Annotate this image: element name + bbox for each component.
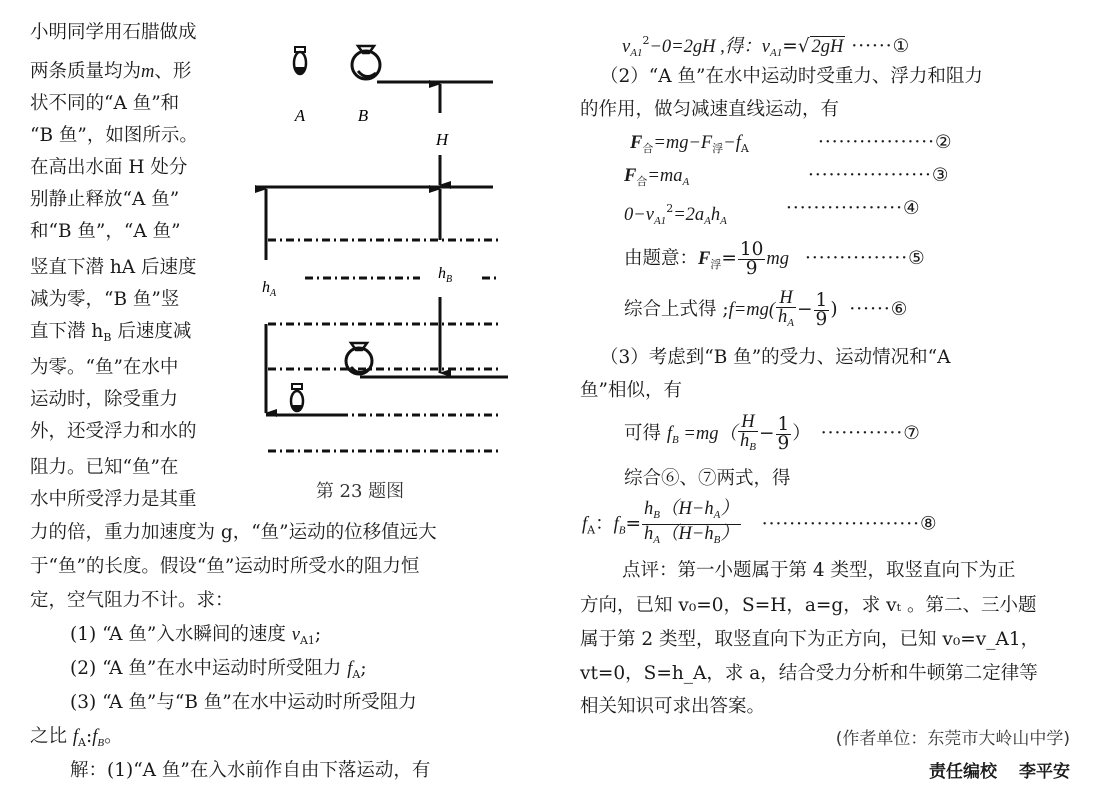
ratio-tail: 。 xyxy=(104,726,123,747)
eq-var: v xyxy=(761,37,770,57)
fish-b-icon xyxy=(352,46,380,79)
label-hb: $h_B$ xyxy=(438,265,453,285)
fraction xyxy=(776,289,796,332)
fraction-numerator: H xyxy=(738,413,758,432)
question-sub: A xyxy=(352,668,361,681)
intro-text: 后速度减 xyxy=(117,321,192,342)
editor-label: 责任编校 xyxy=(929,762,997,782)
ratio-line xyxy=(30,722,123,752)
equation-number: ① xyxy=(892,36,910,57)
eq-var: h xyxy=(710,205,721,225)
editor-credit xyxy=(700,757,1070,787)
fraction xyxy=(814,289,830,330)
equation-8 xyxy=(582,500,937,544)
fraction xyxy=(776,413,792,454)
fish-a-submerged-icon xyxy=(291,384,303,411)
mass-var: m xyxy=(141,62,155,82)
sqrt-icon: √ xyxy=(797,36,810,57)
eq-text: 由题意： xyxy=(624,248,699,269)
fraction xyxy=(642,500,741,549)
equation-4-tag xyxy=(786,194,920,224)
equation-number: ③ xyxy=(931,165,949,186)
eq-text: − xyxy=(797,299,813,320)
equation-2-tag xyxy=(818,128,952,158)
combine-line: 综合⑥、⑦两式，得 xyxy=(624,468,791,489)
eq-var: f xyxy=(728,300,734,320)
fa-sub: A xyxy=(78,736,86,749)
eq-sub: A xyxy=(682,176,690,188)
solution-start: 解：(1)“A 鱼”在入水前作自由下落运动，有 xyxy=(70,760,431,781)
intro-line: 为零。“鱼”在水中 xyxy=(30,357,179,378)
question-var: f xyxy=(347,659,353,679)
eq-text: =mg( xyxy=(733,300,776,320)
intro-line: 和“B 鱼”，“A 鱼” xyxy=(30,221,181,242)
question-text: (1) “A 鱼”入水瞬间的速度 xyxy=(70,624,292,645)
fraction-denominator xyxy=(642,525,741,549)
eq-var: v xyxy=(622,37,631,57)
fraction-numerator: 10 xyxy=(739,238,764,260)
leader-dots: ······ xyxy=(851,36,893,57)
equation-number: ⑤ xyxy=(908,248,925,269)
intro-line: 在高出水面 H 处分 xyxy=(30,157,188,178)
fraction-sub: B xyxy=(749,440,756,453)
eq-text: = xyxy=(782,36,798,57)
review-line: 属于第 2 类型，取竖直向下为正方向，已知 v₀=v_A1， xyxy=(580,629,1040,650)
fraction-numerator: 1 xyxy=(815,289,828,311)
fraction-var: h xyxy=(740,430,750,451)
eq-text: =mg（ xyxy=(678,424,737,444)
eq-sub: 浮 xyxy=(712,142,724,155)
leader-dots: ··············· xyxy=(804,248,909,269)
fraction-denominator xyxy=(738,432,758,456)
fraction-sub: B xyxy=(713,534,721,546)
question-3: (3) “A 鱼”与“B 鱼”在水中运动时所受阻力 xyxy=(70,692,417,713)
fraction-numerator: H xyxy=(776,289,796,308)
fish-diagram xyxy=(250,35,540,505)
body-line: 于“鱼”的长度。假设“鱼”运动时所受水的阻力恒 xyxy=(30,556,420,577)
intro-line xyxy=(30,317,191,347)
fraction-text: ） xyxy=(720,524,739,544)
intro-line: 小明同学用石腊做成 xyxy=(30,22,197,43)
fraction-sub: A xyxy=(713,509,721,521)
eq-var: F xyxy=(630,133,643,153)
eq-sub: 浮 xyxy=(710,258,722,271)
intro-line: 状不同的“A 鱼”和 xyxy=(30,93,180,114)
part3-line: （3）考虑到“B 鱼”的受力、运动情况和“A xyxy=(600,347,951,368)
author-unit: (作者单位：东莞市大岭山中学) xyxy=(835,729,1070,749)
part2-line: （2）“A 鱼”在水中运动时受重力、浮力和阻力 xyxy=(600,66,983,87)
equation-4 xyxy=(624,194,727,227)
eq-var: f xyxy=(613,514,619,535)
eq-text: ： xyxy=(595,513,614,535)
equation-number: ④ xyxy=(902,198,920,219)
equation-number: ② xyxy=(934,132,952,153)
fraction-text: （H−h xyxy=(659,499,714,519)
question-tail: ; xyxy=(360,658,367,679)
fraction-var: h xyxy=(644,499,654,519)
review-line: 点评：第一小题属于第 4 类型，取竖直向下为正 xyxy=(622,560,1016,581)
intro-line: 阻力。已知“鱼”在 xyxy=(30,457,179,478)
eq-text: ) xyxy=(830,299,838,320)
eq-sub: A xyxy=(587,523,596,537)
intro-line: 减为零，“B 鱼”竖 xyxy=(30,289,180,310)
fraction xyxy=(738,413,758,456)
fb-var: f xyxy=(92,727,98,747)
intro-line xyxy=(30,57,191,87)
equation-number: ⑥ xyxy=(890,299,908,320)
eq-text: = xyxy=(625,513,641,535)
eq-sub: A1 xyxy=(653,215,667,227)
fraction-denominator xyxy=(776,308,796,332)
fraction xyxy=(738,238,766,279)
eq-text: =mg−F xyxy=(653,133,713,153)
question-text: (2) “A 鱼”在水中运动时所受阻力 xyxy=(70,658,348,679)
eq-text: 0−v xyxy=(624,205,654,225)
editor-name: 李平安 xyxy=(1019,762,1070,782)
fraction-var: h xyxy=(778,306,788,327)
eq-text: 可得 xyxy=(624,423,667,444)
leader-dots: ············ xyxy=(820,423,904,444)
eq-sub: 合 xyxy=(636,175,648,188)
question-tail: ; xyxy=(314,624,322,645)
fraction-numerator: 1 xyxy=(777,413,790,435)
eq-text: = xyxy=(721,248,737,269)
fraction-text: ） xyxy=(720,499,739,519)
intro-line: 别静止释放“A 鱼” xyxy=(30,189,180,210)
eq-sup: 2 xyxy=(642,34,650,47)
equation-3-tag xyxy=(808,161,948,191)
fraction-denominator: 9 xyxy=(745,257,758,279)
body-line: 定，空气阻力不计。求： xyxy=(30,590,234,611)
hb-var: h xyxy=(91,321,104,342)
question-2 xyxy=(70,654,367,684)
part3-line: 鱼”相似，有 xyxy=(580,380,682,401)
eq-text: =ma xyxy=(647,166,683,186)
question-sub: A1 xyxy=(299,634,315,647)
eq-text: 综合上式得 ; xyxy=(624,299,729,320)
eq-sub: A xyxy=(720,215,727,227)
ratio-sep: : xyxy=(85,726,93,747)
eq-sub: B xyxy=(672,434,679,446)
equation-5 xyxy=(624,237,925,281)
question-1 xyxy=(70,620,321,650)
fraction-numerator xyxy=(642,500,741,525)
eq-var: F xyxy=(698,249,711,269)
eq-var: F xyxy=(624,166,637,186)
water-level-lines xyxy=(268,240,500,451)
label-ha: $h_A$ xyxy=(262,279,277,299)
intro-line: 竖直下潜 hA 后速度 xyxy=(30,257,197,278)
ratio-prefix: 之比 xyxy=(30,726,73,747)
fb-sub: B xyxy=(97,737,105,749)
eq-text: −f xyxy=(723,133,741,153)
eq-sub: 合 xyxy=(642,142,654,155)
equation-6 xyxy=(624,288,907,332)
eq-var: f xyxy=(666,424,673,444)
hb-sub: B xyxy=(103,331,112,344)
fraction-denominator: 9 xyxy=(777,432,790,454)
review-line: vt=0，S=h_A，求 a，结合受力分析和牛顿第二定律等 xyxy=(580,663,1038,684)
eq-sub: A1 xyxy=(770,47,783,59)
intro-line: “B 鱼”，如图所示。 xyxy=(30,125,198,146)
eq-sub: A1 xyxy=(630,47,643,59)
label-H: H xyxy=(435,130,449,149)
intro-text: 、形 xyxy=(154,61,192,82)
eq-text: =2a xyxy=(673,205,705,225)
sqrt-body: 2gH xyxy=(811,37,844,57)
equation-number: ⑦ xyxy=(903,423,920,444)
eq-text: ） xyxy=(792,423,811,444)
review-line: 相关知识可求出答案。 xyxy=(580,696,766,717)
fa-var: f xyxy=(72,727,79,747)
fraction-var: h xyxy=(644,524,654,544)
intro-line: 水中所受浮力是其重 xyxy=(30,489,197,510)
fish-a-icon xyxy=(294,47,306,74)
eq-text: −0=2gH ,得： xyxy=(649,37,762,57)
leader-dots: ·················· xyxy=(808,165,932,186)
figure-23 xyxy=(250,35,540,505)
question-var: v xyxy=(291,625,300,645)
label-a: A xyxy=(294,106,306,125)
eq-sub: A xyxy=(704,215,711,227)
equation-2 xyxy=(630,128,749,158)
equation-7 xyxy=(624,412,920,456)
fraction-text: （H−h xyxy=(659,524,714,544)
leader-dots: ······ xyxy=(849,299,891,320)
figure-caption: 第 23 题图 xyxy=(315,481,405,502)
fraction-sub: A xyxy=(653,534,660,546)
equation-3 xyxy=(624,161,689,191)
eq-var: f xyxy=(582,514,588,535)
eq-sub: A xyxy=(740,142,749,155)
body-line: 力的倍，重力加速度为 g，“鱼”运动的位移值远大 xyxy=(30,522,437,543)
fraction-sub: B xyxy=(653,509,660,521)
eq-text: mg xyxy=(766,249,790,269)
eq-sub: B xyxy=(618,524,626,537)
eq-sup: 2 xyxy=(666,202,674,215)
equation-1 xyxy=(622,26,910,59)
leader-dots: ················· xyxy=(786,198,903,219)
intro-line: 运动时，除受重力 xyxy=(30,389,179,410)
intro-line: 外，还受浮力和水的 xyxy=(30,421,197,442)
label-b: B xyxy=(357,106,369,125)
fraction-denominator: 9 xyxy=(815,308,828,330)
leader-dots: ······················· xyxy=(761,513,920,535)
review-line: 方向，已知 v₀=0，S=H，a=g，求 vₜ 。第二、三小题 xyxy=(580,595,1037,616)
part2-line: 的作用，做匀减速直线运动，有 xyxy=(580,99,840,120)
intro-text: 直下潜 xyxy=(30,321,86,342)
eq-text: − xyxy=(758,423,775,444)
intro-text: 两条质量均为 xyxy=(30,61,142,82)
leader-dots: ················· xyxy=(818,132,935,153)
equation-number: ⑧ xyxy=(920,513,937,535)
fraction-sub: A xyxy=(787,316,795,329)
